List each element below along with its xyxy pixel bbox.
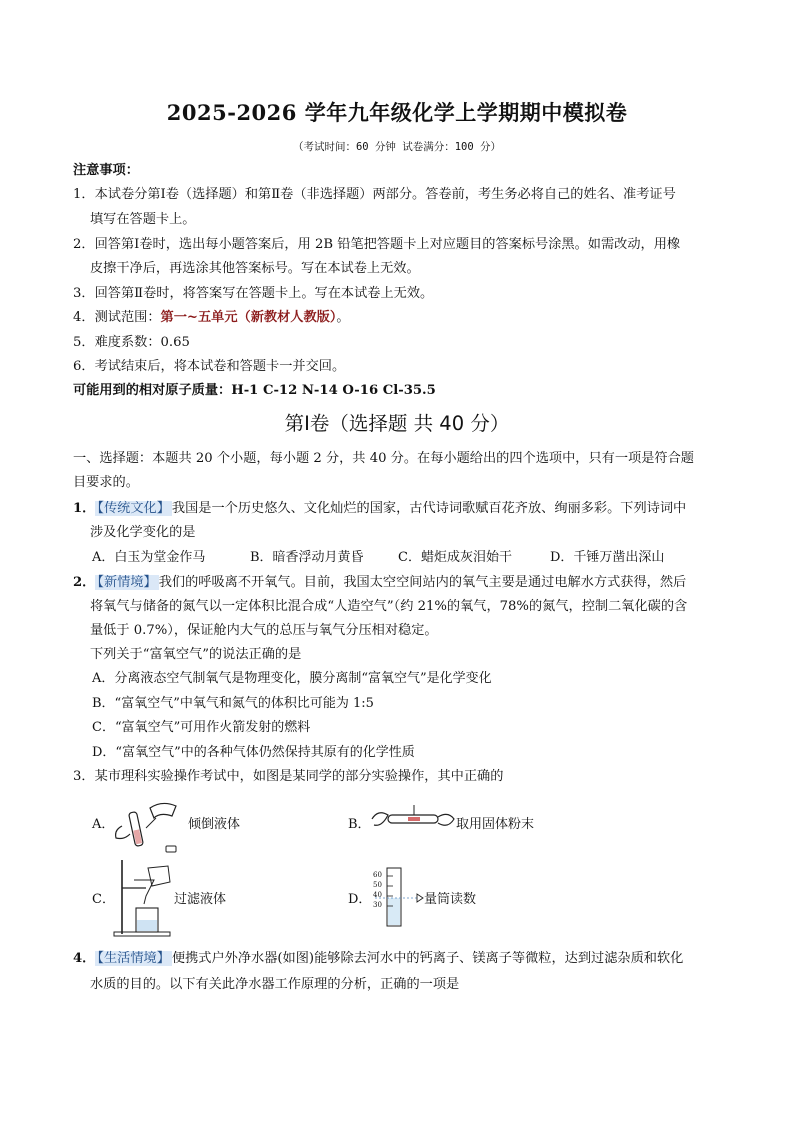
powder-spatula-illustration xyxy=(368,803,458,839)
q4-stem-cont: 水质的目的。以下有关此净水器工作原理的分析，正确的一项是 xyxy=(90,977,460,992)
q3-option-b-letter[interactable]: B． xyxy=(348,817,371,832)
q2-tag: 【新情境】 xyxy=(97,575,157,590)
section-intro-cont: 目要求的。 xyxy=(73,475,139,490)
q1-tag: 【传统文化】 xyxy=(97,501,170,516)
q1-option-d[interactable]: D．千锤万凿出深山 xyxy=(550,550,665,565)
note-6: 6．考试结束后，将本试卷和答题卡一并交回。 xyxy=(73,359,346,374)
section-title: 第Ⅰ卷（选择题 共 40 分） xyxy=(284,412,510,435)
q4-tag: 【生活情境】 xyxy=(97,951,170,966)
q3-option-b-label: 取用固体粉末 xyxy=(456,817,535,832)
q1-stem-cont: 涉及化学变化的是 xyxy=(90,525,196,540)
notes-heading: 注意事项： xyxy=(73,163,139,178)
q2-option-b[interactable]: B．“富氧空气”中氧气和氮气的体积比可能为 1:5 xyxy=(92,696,374,711)
q3-option-c-label: 过滤液体 xyxy=(174,892,227,907)
q2-option-a[interactable]: A．分离液态空气制氧气是物理变化，膜分离制“富氧空气”是化学变化 xyxy=(92,671,492,686)
q2-question: 下列关于“富氧空气”的说法正确的是 xyxy=(90,647,302,662)
section-intro: 一、选择题：本题共 20 个小题，每小题 2 分，共 40 分。在每小题给出的四个选项中，只有一项是符合题 xyxy=(73,451,694,466)
note-5: 5．难度系数：0.65 xyxy=(73,335,190,350)
cylinder-tick-30: 30 xyxy=(373,901,382,909)
atomic-mass: 可能用到的相对原子质量：H-1 C-12 N-14 O-16 Cl-35.5 xyxy=(73,383,436,398)
test-range: 第一~五单元（新教材人教版） xyxy=(160,310,337,325)
q1-option-b[interactable]: B．暗香浮动月黄昏 xyxy=(250,550,364,565)
q2-option-d[interactable]: D．“富氧空气”中的各种气体仍然保持其原有的化学性质 xyxy=(92,745,415,760)
q2-stem-cont1: 将氧气与储备的氮气以一定体积比混合成“人造空气”（约 21%的氧气，78%的氮气，控制二氧化碳的含 xyxy=(90,599,688,614)
cylinder-tick-40: 40 xyxy=(373,891,382,899)
note-2: 2．回答第Ⅰ卷时，选出每小题答案后，用 2B 铅笔把答题卡上对应题目的答案标号涂黑。如需改动，用橡 xyxy=(73,237,681,252)
q1-stem: 1． 【传统文化】 我国是一个历史悠久、文化灿烂的国家，古代诗词歌赋百花齐放、绚丽多彩。下列诗词中 xyxy=(73,501,687,516)
cylinder-tick-50: 50 xyxy=(373,881,382,889)
pouring-liquid-illustration xyxy=(110,800,190,858)
q4-stem: 4． 【生活情境】 便携式户外净水器(如图)能够除去河水中的钙离子、镁离子等微粒，达到过滤杂质和软化 xyxy=(73,951,684,966)
q3-option-d-label: 量筒读数 xyxy=(424,892,477,907)
q2-option-c[interactable]: C．“富氧空气”可用作火箭发射的燃料 xyxy=(92,720,311,735)
q1-option-a[interactable]: A．白玉为堂金作马 xyxy=(92,550,206,565)
q3-option-d-letter[interactable]: D． xyxy=(348,892,372,907)
note-3: 3．回答第Ⅱ卷时，将答案写在答题卡上。写在本试卷上无效。 xyxy=(73,286,434,301)
note-1-cont: 填写在答题卡上。 xyxy=(90,212,196,227)
q3-option-c-letter[interactable]: C． xyxy=(92,892,115,907)
q3-option-a-label: 倾倒液体 xyxy=(188,817,241,832)
exam-info: （考试时间：60 分钟 试卷满分：100 分） xyxy=(292,141,502,153)
q2-stem-cont2: 量低于 0.7%），保证舱内大气的总压与氧气分压相对稳定。 xyxy=(90,623,438,638)
q3-option-a-letter[interactable]: A． xyxy=(92,817,115,832)
page-title: 2025-2026 学年九年级化学上学期期中模拟卷 xyxy=(166,100,628,125)
filtration-illustration xyxy=(112,858,174,938)
note-2-cont: 皮擦干净后，再选涂其他答案标号。写在本试卷上无效。 xyxy=(90,261,420,276)
q3-stem: 3．某市理科实验操作考试中，如图是某同学的部分实验操作，其中正确的 xyxy=(73,769,504,784)
note-4: 4．测试范围：第一~五单元（新教材人教版）。 xyxy=(73,310,350,325)
note-1: 1．本试卷分第Ⅰ卷（选择题）和第Ⅱ卷（非选择题）两部分。答卷前，考生务必将自己的姓名、准考证号 xyxy=(73,187,676,202)
graduated-cylinder-illustration xyxy=(367,866,425,928)
q1-option-c[interactable]: C．蜡炬成灰泪始干 xyxy=(398,550,512,565)
q2-stem: 2． 【新情境】 我们的呼吸离不开氧气。目前，我国太空空间站内的氧气主要是通过电解水方式获得，然后 xyxy=(73,575,687,590)
cylinder-tick-60: 60 xyxy=(373,871,382,879)
